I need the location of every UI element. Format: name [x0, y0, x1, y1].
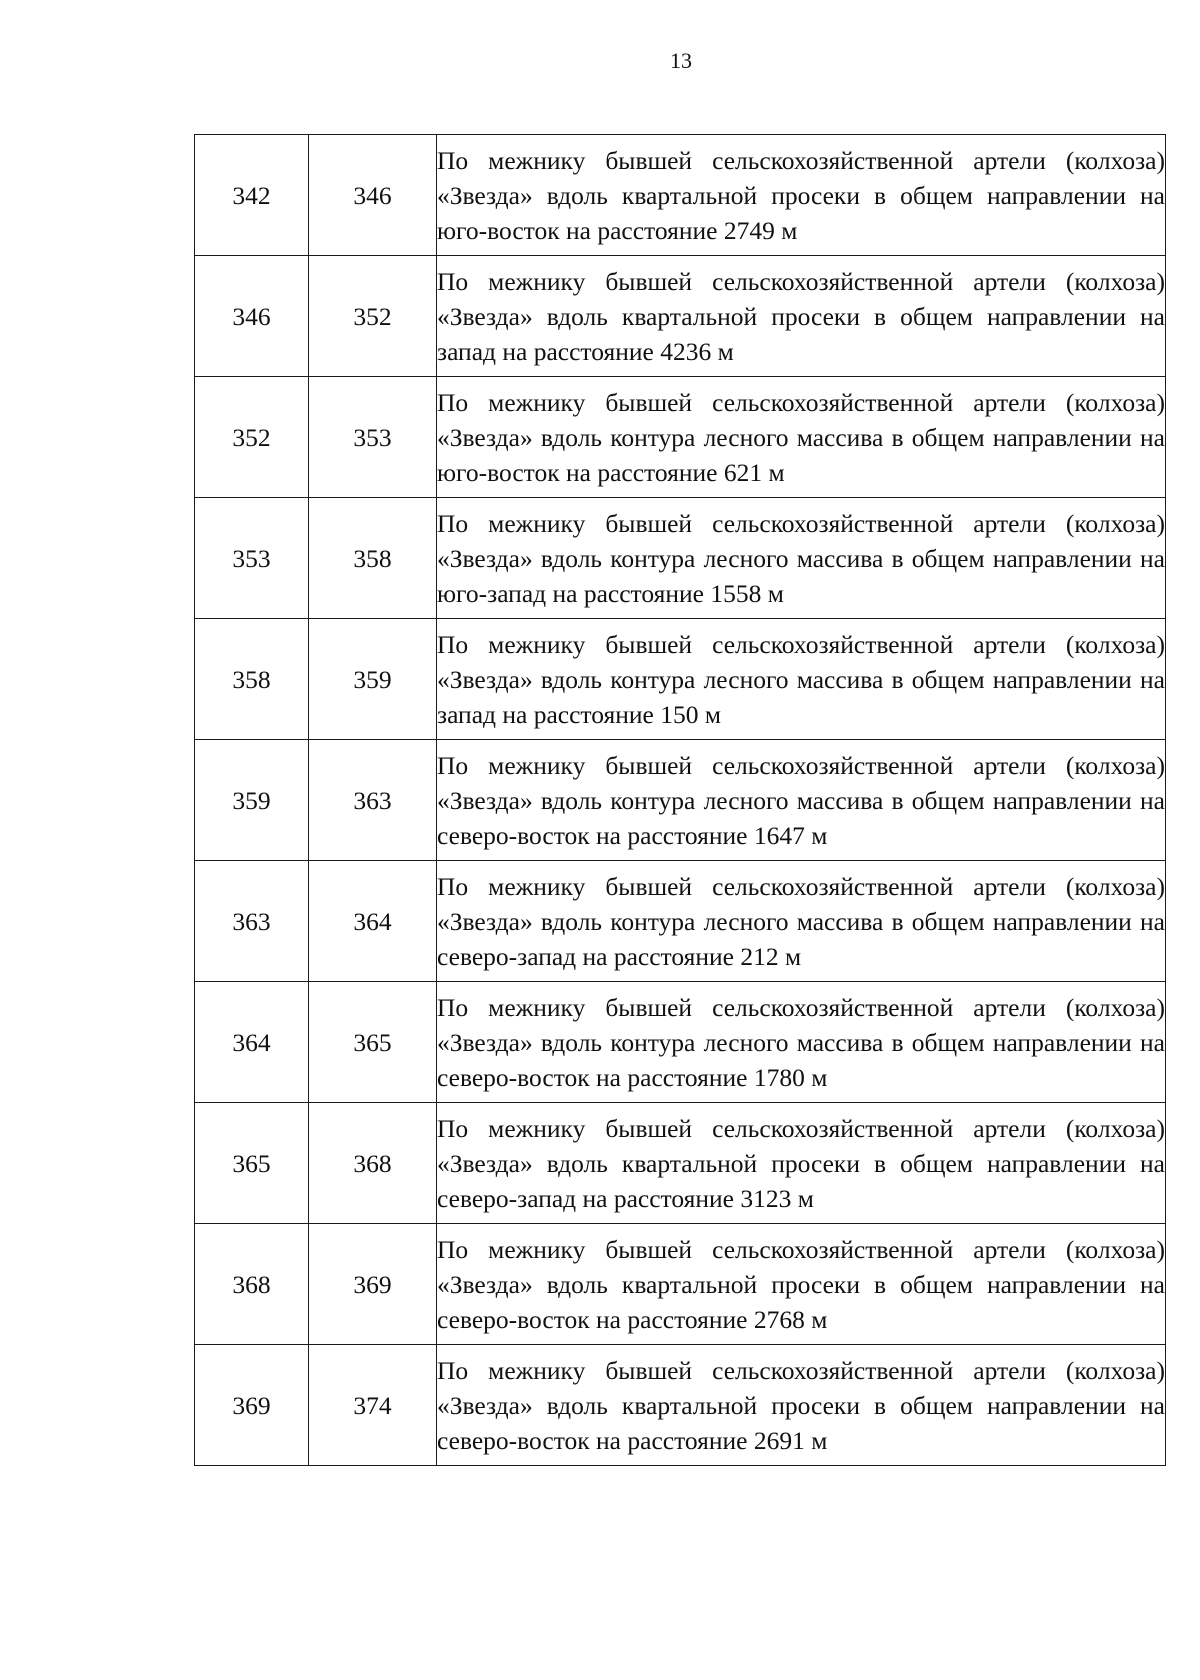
boundary-table: [194, 134, 1166, 1466]
point-to: 368: [309, 1103, 437, 1224]
point-from: 359: [195, 740, 309, 861]
table-row: [195, 982, 1166, 1103]
boundary-description: [437, 619, 1166, 740]
table-row: [195, 861, 1166, 982]
boundary-description: [437, 1103, 1166, 1224]
table-row: [195, 1345, 1166, 1466]
boundary-description: [437, 1224, 1166, 1345]
point-to: 352: [309, 256, 437, 377]
point-to: 369: [309, 1224, 437, 1345]
table-row: [195, 1103, 1166, 1224]
boundary-description-text: По межнику бывшей сельскохозяйственной артели (колхоза) «Звезда» вдоль контура лесного массива в общем направлении на юго-восток на расстояние 621 м: [437, 387, 1165, 487]
boundary-description-text: По межнику бывшей сельскохозяйственной артели (колхоза) «Звезда» вдоль контура лесного массива в общем направлении на юго-запад на расстояние 1558 м: [437, 508, 1165, 608]
boundary-description-text: По межнику бывшей сельскохозяйственной артели (колхоза) «Звезда» вдоль квартальной просеки в общем направлении на юго-восток на расстояние 2749 м: [437, 145, 1165, 245]
boundary-description-text: По межнику бывшей сельскохозяйственной артели (колхоза) «Звезда» вдоль квартальной просеки в общем направлении на северо-восток на расстояние 2691 м: [437, 1355, 1165, 1455]
point-from: 346: [195, 256, 309, 377]
boundary-description: [437, 135, 1166, 256]
table-row: [195, 135, 1166, 256]
point-from: 364: [195, 982, 309, 1103]
point-to: 358: [309, 498, 437, 619]
boundary-description: [437, 1345, 1166, 1466]
table-row: [195, 377, 1166, 498]
point-to: 359: [309, 619, 437, 740]
point-from: 353: [195, 498, 309, 619]
boundary-description-text: По межнику бывшей сельскохозяйственной артели (колхоза) «Звезда» вдоль контура лесного массива в общем направлении на северо-восток на расстояние 1647 м: [437, 750, 1165, 850]
boundary-description: [437, 498, 1166, 619]
boundary-description-text: По межнику бывшей сельскохозяйственной артели (колхоза) «Звезда» вдоль контура лесного массива в общем направлении на северо-восток на расстояние 1780 м: [437, 992, 1165, 1092]
boundary-description: [437, 256, 1166, 377]
boundary-description: [437, 740, 1166, 861]
table-row: [195, 619, 1166, 740]
point-to: 363: [309, 740, 437, 861]
point-to: 365: [309, 982, 437, 1103]
boundary-description-text: По межнику бывшей сельскохозяйственной артели (колхоза) «Звезда» вдоль контура лесного массива в общем направлении на северо-запад на расстояние 212 м: [437, 871, 1165, 971]
table-row: [195, 1224, 1166, 1345]
point-from: 342: [195, 135, 309, 256]
boundary-description: [437, 377, 1166, 498]
point-from: 365: [195, 1103, 309, 1224]
boundary-description-text: По межнику бывшей сельскохозяйственной артели (колхоза) «Звезда» вдоль квартальной просеки в общем направлении на северо-восток на расстояние 2768 м: [437, 1234, 1165, 1334]
table-row: [195, 256, 1166, 377]
boundary-description-text: По межнику бывшей сельскохозяйственной артели (колхоза) «Звезда» вдоль квартальной просеки в общем направлении на северо-запад на расстояние 3123 м: [437, 1113, 1165, 1213]
table-row: [195, 498, 1166, 619]
point-from: 368: [195, 1224, 309, 1345]
point-to: 346: [309, 135, 437, 256]
point-from: 352: [195, 377, 309, 498]
table-row: [195, 740, 1166, 861]
boundary-description: [437, 861, 1166, 982]
boundary-description: [437, 982, 1166, 1103]
boundary-description-text: По межнику бывшей сельскохозяйственной артели (колхоза) «Звезда» вдоль квартальной просеки в общем направлении на запад на расстояние 4236 м: [437, 266, 1165, 366]
boundary-description-text: По межнику бывшей сельскохозяйственной артели (колхоза) «Звезда» вдоль контура лесного массива в общем направлении на запад на расстояние 150 м: [437, 629, 1165, 729]
page-number: 13: [670, 48, 692, 73]
point-from: 363: [195, 861, 309, 982]
point-to: 374: [309, 1345, 437, 1466]
point-from: 369: [195, 1345, 309, 1466]
point-from: 358: [195, 619, 309, 740]
point-to: 353: [309, 377, 437, 498]
point-to: 364: [309, 861, 437, 982]
